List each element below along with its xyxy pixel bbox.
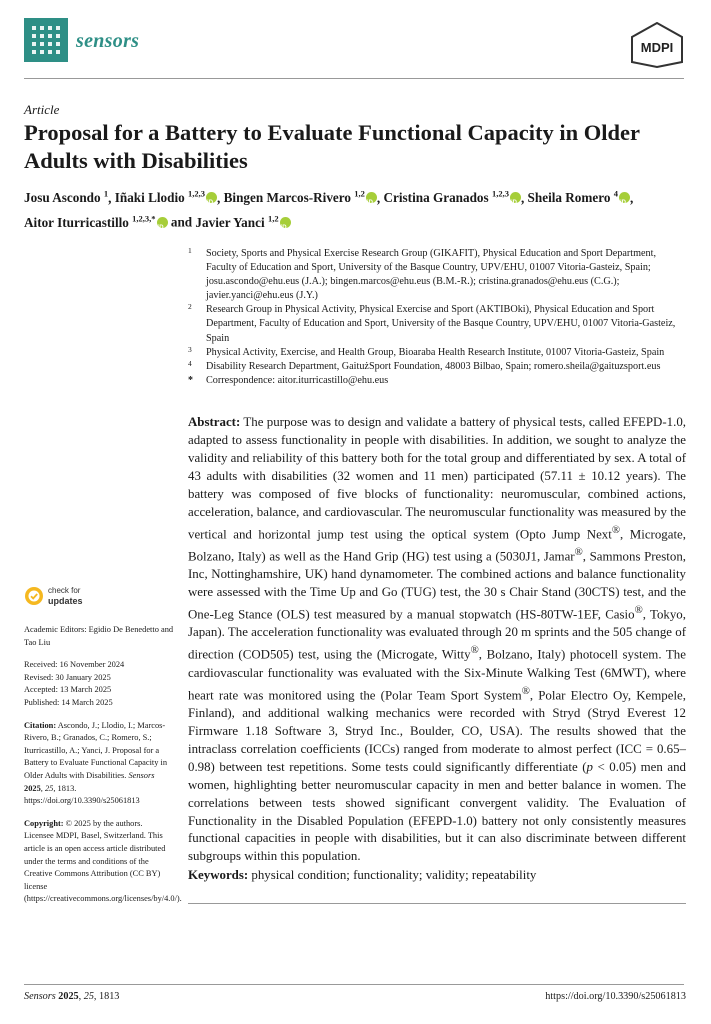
- author: Josu Ascondo $^1$: [24, 189, 109, 206]
- affiliations: [188, 247, 686, 388]
- correspondence: * Correspondence: aitor.iturricastillo@ehu.eus: [188, 374, 389, 386]
- content-divider: [188, 903, 686, 904]
- footer-citation: Sensors 2025, 25, 1813: [24, 991, 120, 1002]
- copyright: Copyright: © 2025 by the authors. Licensee MDPI, Basel, Switzerland. This article is an open access article distributed under the terms and conditions of the Creative Commons Attribution (CC BY) license (https://creativecommons.org/licenses/by/4.0/).: [24, 818, 182, 904]
- footer-doi-link[interactable]: https://doi.org/10.3390/s25061813: [545, 991, 686, 1002]
- author: Cristina Granados $^{1,2,3}$iD: [384, 190, 521, 205]
- academic-editors: Academic Editors: Egidio De Benedetto and Tao Liu: [24, 625, 174, 647]
- footer-divider: [24, 984, 684, 985]
- author: Aitor Iturricastillo $^{1,2,3,*}$iD: [24, 215, 168, 230]
- keywords: [188, 866, 686, 884]
- mdpi-logo-icon[interactable]: [630, 22, 684, 68]
- journal-name[interactable]: sensors: [76, 30, 140, 52]
- affiliation-item: 2 Research Group in Physical Activity, Physical Exercise and Sport (AKTIBOki), Physical Education and Sport Department, Faculty of Education and Sport, University of the Basque Country, UPV/EHU, 01007 Vitoria-Gasteiz, Spain: [188, 302, 676, 344]
- affiliation-item: 4 Disability Research Department, GaitużSport Foundation, 48003 Bilbao, Spain; romero.sheila@gaituzsport.eus: [188, 358, 661, 372]
- orcid-icon[interactable]: [510, 192, 521, 203]
- check-for-updates-button[interactable]: check for updates: [24, 584, 174, 610]
- keywords-text: physical condition; functionality; validity; repeatability: [251, 868, 537, 882]
- keywords-label: Keywords:: [188, 868, 249, 882]
- publisher-name: MDPI: [640, 40, 674, 55]
- affiliation-item: 3 Physical Activity, Exercise, and Health Group, Bioaraba Health Research Institute, 01007 Vitoria-Gasteiz, Spain: [188, 344, 665, 358]
- orcid-icon[interactable]: [619, 192, 630, 203]
- journal-header: [24, 18, 684, 70]
- author: Bingen Marcos-Rivero $^{1,2}$iD: [224, 190, 377, 205]
- orcid-icon[interactable]: [280, 217, 291, 228]
- article-type: Article: [24, 102, 60, 117]
- header-divider: [24, 78, 684, 79]
- author-list: Josu Ascondo $^1$, Iñaki Llodio $^{1,2,3}$iD , Bingen Marcos-Rivero $^{1,2}$iD , Cristina Granados $^{1,2,3}$iD , Sheila Romero $^4$iD , Aitor Iturricastillo $^{1,2,3,*}$iD and Javier Yanci $^{1,2}$iD: [24, 184, 689, 233]
- author: Iñaki Llodio $^{1,2,3}$iD: [115, 190, 217, 205]
- orcid-icon[interactable]: [157, 217, 168, 228]
- citation-doi-link[interactable]: , 1813. https://doi.org/10.3390/s25061813: [24, 783, 140, 806]
- dates: Received: 16 November 2024 Revised: 30 January 2025 Accepted: 13 March 2025 Published: 14 March 2025: [24, 660, 125, 707]
- author: Javier Yanci $^{1,2}$iD: [195, 215, 290, 230]
- abstract-label: Abstract:: [188, 415, 241, 429]
- sidebar: [24, 584, 182, 916]
- orcid-icon[interactable]: [366, 192, 377, 203]
- affiliation-item: 1 Society, Sports and Physical Exercise Research Group (GIKAFIT), Physical Education and Sport Department, Faculty of Education and Sport, University of the Basque Country, UPV/EHU, 01007 Vitoria-Gasteiz, Spain; josu.ascondo@ehu.eus (J.A.); bingen.marcos@ehu.eus (B.M.-R.); cristina.granados@ehu.eus (C.G.); javier.yanci@ehu.eus (J.Y.): [188, 246, 657, 302]
- article-title: Proposal for a Battery to Evaluate Functional Capacity in Older Adults with Disabilities: [24, 120, 640, 173]
- abstract: Abstract: The purpose was to design and validate a battery of physical tests, called EFEPD-1.0, adapted to assess functionality in people with disabilities. In addition, we sought to analyze the validity and reliability of this battery both for the total group and differentiated by sex. A total of 43 adults with disabilities (32 women and 11 men) participated (57.11 ± 10.12 years). The battery was composed of five blocks of functionality: neuromuscular, combined actions, acceleration, balance, and cardiovascular. The neuromuscular functionality was measured by the vertical and horizontal jump test using the optical system (Opto Jump Next®, Microgate, Bolzano, Italy) as well as the Hand Grip (HG) test using a (5030J1, Jamar®, Sammons Preston, Inc, Nottinghamshire, UK) hand dynamometer. The combined actions and balance functionality were assessed with the Time Up and Go (TUG) test, the 30 s Chair Stand (30CTS) test, and the One-Leg Stance (OLS) test measured by a manual stopwatch (HS-80TW-1EF, Casio®, Tokyo, Japan). The acceleration functionality was evaluated through 20 m sprints and the 505 change of direction (COD505) test, using the (Microgate, Witty®, Bolzano, Italy) photocell system. The cardiovascular functionality was evaluated with the Six-Minute Walking Test (6MWT), where heart rate was monitored using the (Polar Team Sport System®, Polar Electro Oy, Kempele, Finland), and additional walking mechanics were recorded with Stryd (Stryd Everest 12 Firmware 1.18 Software 3, Stryd Inc., Boulder, CO, USA). The results showed that the intraclass correlation coefficients (ICCs) ranged from moderate to almost perfect (ICC = 0.65–0.98) between test repetitions. Some tests could significantly differentiate (p < 0.05) men and women, highlighting better neuromuscular capacity in men and better balance in women. The correlations between tests showed significant convergent validity. The Evaluation of Functionality in the Disabled Population (EFEPD-1.0) battery not only consistently measures functional capacities in people with disabilities, but it can also discriminate between different subgroups within this population.: [188, 415, 686, 864]
- author: Sheila Romero $^4$iD: [528, 190, 630, 205]
- and-word: and: [170, 214, 193, 230]
- citation: Citation: Ascondo, J.; Llodio, I.; Marcos-Rivero, B.; Granados, C.; Romero, S.; Iturricastillo, A.; Yanci, J. Proposal for a Battery to Evaluate Functional Capacity in Older Adults with Disabilities. Sensors 2025, 25, 1813. https://doi.org/10.3390/s25061813: [24, 720, 168, 806]
- check-updates-icon: [24, 586, 44, 606]
- sensors-logo-icon: [24, 18, 68, 62]
- orcid-icon[interactable]: [206, 192, 217, 203]
